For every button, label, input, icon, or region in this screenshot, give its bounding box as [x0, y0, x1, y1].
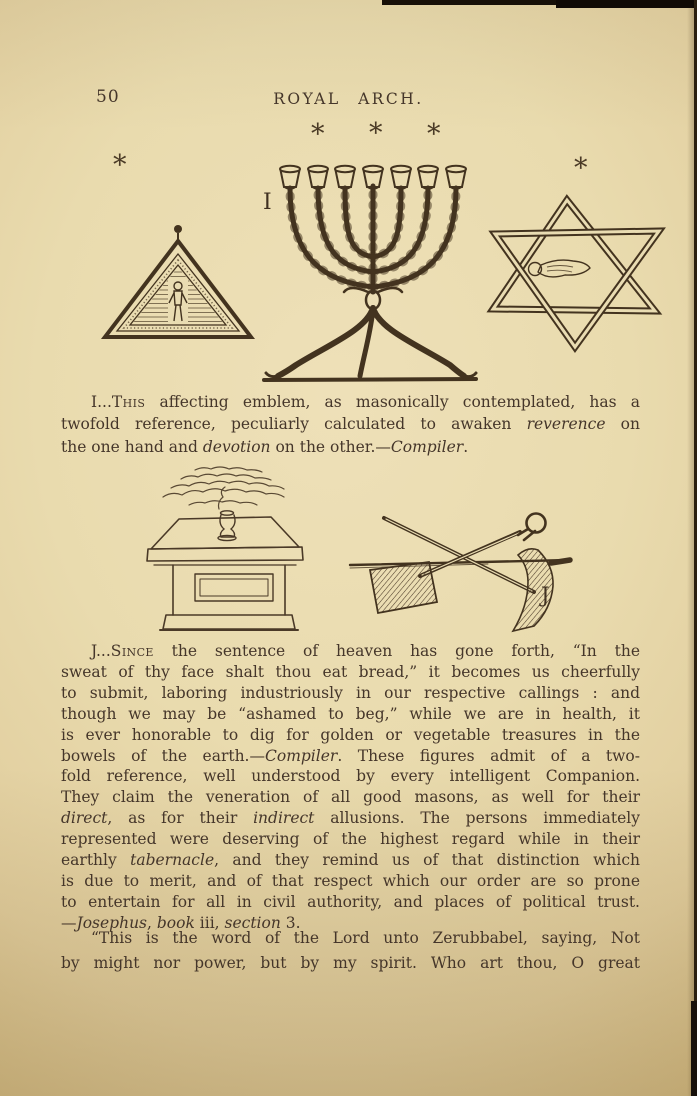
- text-line: by might nor power, but by my spirit. Who art thou, O great: [61, 953, 640, 972]
- asterisk-ornament: *: [369, 118, 383, 149]
- text-line: direct, as for their indirect allusions. The persons immediately: [61, 809, 640, 828]
- text-line: bowels of the earth.—Compiler. These figures admit of a two-: [61, 746, 640, 765]
- triangle-medal-figure: [98, 220, 258, 345]
- asterisk-ornament: *: [574, 153, 588, 184]
- text-line: sweat of thy face shalt thou eat bread,” it becomes us cheerfully: [61, 662, 640, 681]
- paragraph-quote: [61, 926, 640, 975]
- tools-figure: [348, 478, 588, 648]
- text-line: J...Since the sentence of heaven has gone forth, “In the: [91, 642, 640, 660]
- page-number: 50: [96, 87, 120, 107]
- text-line: the one hand and devotion on the other.—Compiler.: [61, 437, 469, 456]
- text-line: “This is the word of the Lord unto Zerubbabel, saying, Not: [91, 929, 640, 947]
- smoke: [163, 467, 284, 509]
- paragraph-i: [61, 391, 640, 458]
- asterisk-ornament: *: [113, 150, 127, 181]
- text-line: —Josephus, book iii, section 3.: [61, 913, 301, 932]
- text-line: twofold reference, peculiarly calculated to awaken reverence on: [61, 415, 640, 434]
- text-line: to entertain for all in civil authority, and places of political trust.: [61, 892, 640, 911]
- spade-handle: [518, 514, 546, 541]
- hexagram-figure: [487, 197, 662, 352]
- text-line: earthly tabernacle, and they remind us of that distinction which: [61, 851, 640, 870]
- scan-edge-top-corner: [556, 0, 697, 8]
- text-line: I...This affecting emblem, as masonically contemplated, has a: [91, 393, 640, 411]
- paragraph-j: [61, 641, 640, 934]
- text-line: though we may be “ashamed to beg,” while we are in health, it: [61, 704, 640, 723]
- text-line: is due to merit, and of that respect which our order are so prone: [61, 871, 640, 890]
- text-line: fold reference, well understood by every intelligent Companion.: [61, 767, 640, 786]
- censer: [218, 511, 236, 541]
- scan-edge-bottom-right: [691, 1001, 697, 1096]
- asterisk-ornament: *: [311, 119, 325, 150]
- altar-figure: [123, 457, 348, 642]
- menorah-figure: [248, 160, 478, 388]
- text-line: to submit, laboring industriously in our respective callings : and: [61, 683, 640, 702]
- text-line: They claim the veneration of all good masons, as well for their: [61, 788, 640, 807]
- running-title: ROYAL ARCH.: [273, 90, 424, 108]
- spade-blade: [370, 562, 437, 613]
- text-line: represented were deserving of the highest regard while in their: [61, 830, 640, 849]
- asterisk-ornament: *: [427, 119, 441, 150]
- text-line: is ever honorable to dig for golden or vegetable treasures in the: [61, 725, 640, 744]
- figure-label-i: I: [263, 190, 272, 215]
